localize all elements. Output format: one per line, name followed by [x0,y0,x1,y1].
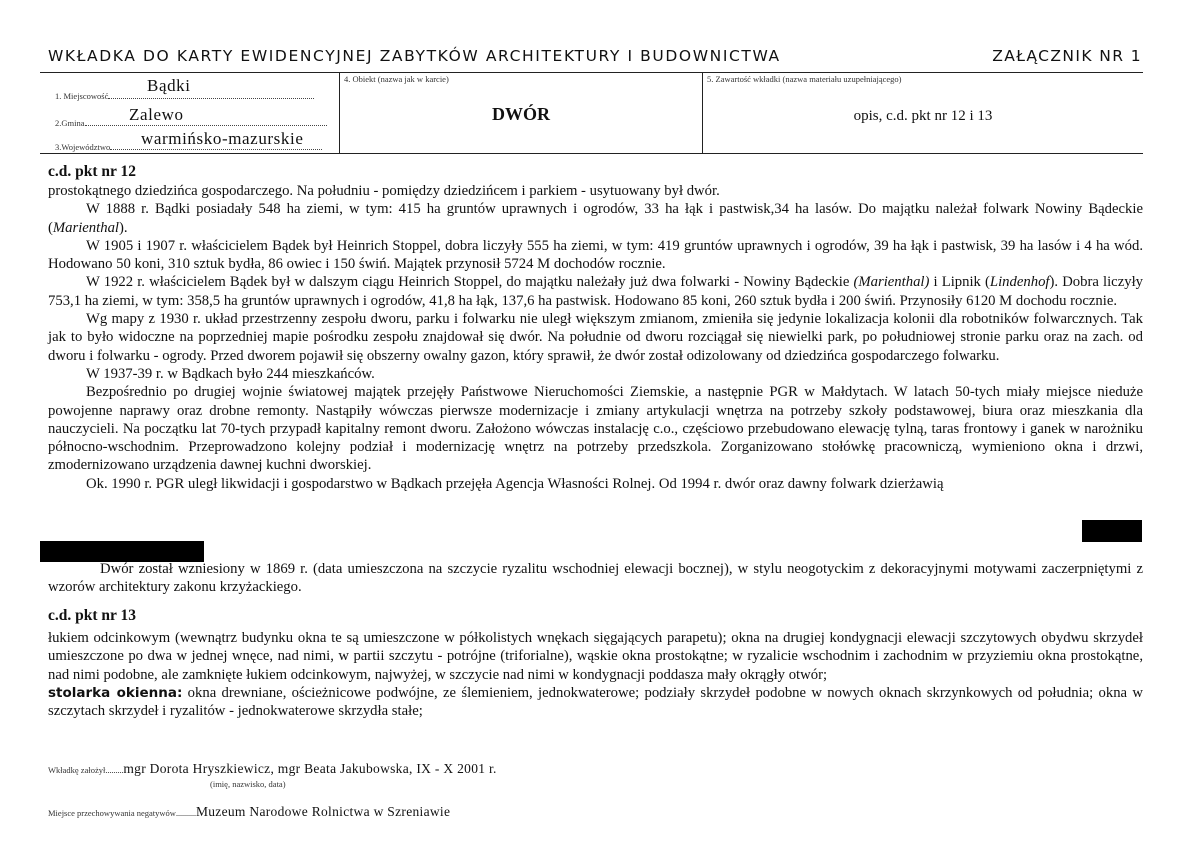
locality-field [55,76,314,104]
object-value: DWÓR [492,104,550,124]
storage-value: Muzeum Narodowe Rolnictwa w Szreniawie [195,804,451,819]
section-13 [48,606,1143,720]
redaction-block [40,541,204,562]
redaction-block [1082,520,1142,542]
section-13-p2: stolarka okienna: okna drewniane, ościeżnicowe podwójne, ze ślemieniem, jednokwaterowe; podziały skrzydeł podobne w nowych oknach skrzynkowych od południa; okna w szczytach skrzydeł i ryzalitów - jednokwaterowe skrzydła stałe; [48,684,1143,720]
section-12-p8: Ok. 1990 r. PGR uległ likwidacji i gospodarstwo w Bądkach przejęła Agencja Własności Rolnej. Od 1994 r. dwór oraz dawny folwark dzierżawią [86,475,944,492]
author-label: Wkładkę założył [48,765,106,775]
author-value: mgr Dorota Hryszkiewicz, mgr Beata Jakubowska, IX - X 2001 r. [123,761,497,776]
storage-label: Miejsce przechowywania negatywów [48,808,176,818]
contents-value: opis, c.d. pkt nr 12 i 13 [853,108,993,124]
section-12-heading: c.d. pkt nr 12 [48,163,136,180]
voivodeship-value: warmińsko-mazurskie [141,129,304,148]
section-12-closing [48,560,1143,597]
section-12-p2: W 1888 r. Bądki posiadały 548 ha ziemi, w tym: 415 ha gruntów uprawnych i ogrodów, 33 ha łąk i pastwisk,34 ha lasów. Do majątku należał folwark Nowiny Bądeckie (Marienthal). [48,201,1143,236]
commune-value: Zalewo [129,105,184,124]
locality-value: Bądki [147,76,191,95]
storage-field: Miejsce przechowywania negatywów..........Muzeum Narodowe Rolnictwa w Szreniawie [48,804,451,819]
section-12-p1: prostokątnego dziedzińca gospodarczego. Na południu - pomiędzy dziedzińcem i parkiem - usytuowany był dwór. [48,183,720,199]
section-12-p6: W 1937-39 r. w Bądkach było 244 mieszkańców. [86,365,375,382]
author-note: (imię, nazwisko, data) [210,779,286,789]
section-12 [48,162,1143,493]
object-label: 4. Obiekt (nazwa jak w karcie) [344,74,449,84]
author-field: Wkładkę założył.........mgr Dorota Hryszkiewicz, mgr Beata Jakubowska, IX - X 2001 r. (imię, nazwisko, data) [48,761,497,789]
section-12-p5: Wg mapy z 1930 r. układ przestrzenny zespołu dworu, parku i folwarku nie uległ większym zmianom, zmieniła się jedynie lokalizacja kolonii dla robotników folwarcznych. Tak jak to było widoczne na poprzedniej mapie pośrodku zespołu znajdował się dwór. Na południe od dworu rozciągał się niewielki park, po południowej stronie parku oraz na zach. od dworu i folwarku - ogrody. Przed dworem pojawił się obszerny owalny gazon, który sprawił, że dwór został odizolowany od dziedzińca gospodarczego folwarku. [48,311,1143,364]
section-13-heading: c.d. pkt nr 13 [48,607,136,624]
window-joinery-label: stolarka okienna: [48,684,183,701]
commune-label: 2.Gmina [55,118,85,128]
section-13-p1: łukiem odcinkowym (wewnątrz budynku okna te są umieszczone w półkolistych wnękach sięgających parapetu); okna na drugiej kondygnacji elewacji szczytowych obydwu skrzydeł umieszczone po dwa w jednej wnęce, nad nimi, w partii szczytu - potrójne (triforialne), wąskie okna prostokątne; w ryzalicie wschodnim i zachodnim w przyziemiu okna prostokątne, nad nimi podobne, ale zamknięte łukiem odcinkowym, najwyżej, w szczycie nad nimi w kondygnacji poddasza mały okrągły otwór; [48,630,1143,683]
section-12-p7: Bezpośrednio po drugiej wojnie światowej majątek przejęły Państwowe Nieruchomości Ziemskie, a następnie PGR w Małdytach. W latach 50-tych miały miejsce nieduże powojenne naprawy oraz drobne remonty. Nastąpiły wówczas pierwsze modernizacje i zmiany artykulacji wnętrza na potrzeby szkoły podstawowej, biura oraz mieszkania dla nauczycieli. Na początku lat 70-tych przypadł kapitalny remont dworu. Założono wówczas instalację c.o., częściowo przebudowano elewację tylną, taras frontowy i ganek w narożniku północno-wschodnim. Przeprowadzono kolejny podział i modernizację wnętrz na potrzeby przedszkola. Zorganizowano stołówkę pracowniczą, wymieniono okna i drzwi, zmodernizowano urządzenia dawnej kuchni dworskiej. [48,384,1143,474]
form-title: WKŁADKA DO KARTY EWIDENCYJNEJ ZABYTKÓW ARCHITEKTURY I BUDOWNICTWA [48,47,781,65]
locality-label: 1. Miejscowość [55,91,109,101]
section-12-p3: W 1905 i 1907 r. właścicielem Bądek był Heinrich Stoppel, dobra liczyły 555 ha ziemi, w tym: 419 gruntów uprawnych i ogrodów, 39 ha łąk i pastwisk, 39 ha lasów i 4 ha wód. Hodowano 50 koni, 310 sztuk bydła, 86 owiec i 150 świń. Majątek przynosił 5724 M dochodów rocznie. [48,237,1143,273]
header-top-rule [40,72,1143,73]
section-12-p9: Dwór został wzniesiony w 1869 r. (data umieszczona na szczycie ryzalitu wschodniej elewacji bocznej), w stylu neogotyckim z dekoracyjnymi motywami zaczerpniętymi z wzorów architektury zakonu krzyżackiego. [48,561,1143,596]
voivodeship-label: 3.Województwo [55,142,111,152]
section-12-p4: W 1922 r. właścicielem Bądek był w dalszym ciągu Heinrich Stoppel, do majątku należały już dwa folwarki - Nowiny Bądeckie (Marienthal) i Lipnik (Lindenhof). Dobra liczyły 753,1 ha ziemi, w tym: 358,5 ha gruntów uprawnych i ogrodów, 41,8 ha łąk, 137,6 ha pastwisk. Hodowano 85 koni, 260 sztuk bydła i 200 świń. Przynosiły 6120 M dochodu rocznie. [48,274,1143,309]
voivodeship-field [55,129,322,155]
attachment-number: ZAŁĄCZNIK NR 1 [992,47,1142,65]
contents-label: 5. Zawartość wkładki (nazwa materiału uzupełniającego) [707,74,902,84]
